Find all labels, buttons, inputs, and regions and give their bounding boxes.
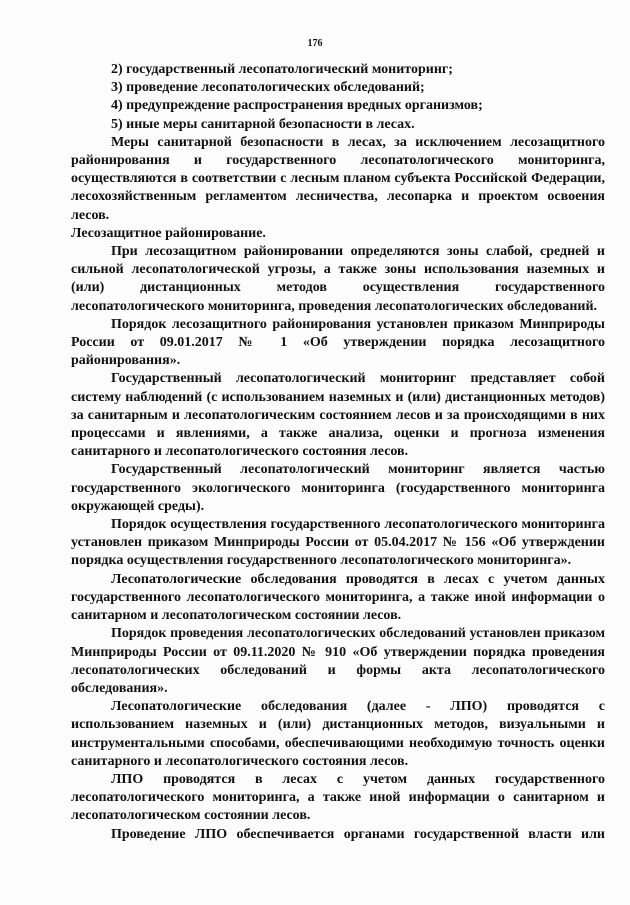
paragraph: 3) проведение лесопатологических обследований;	[111, 80, 425, 96]
paragraph: 4) предупреждение распространения вредных организмов;	[111, 98, 483, 114]
paragraph: Порядок лесозащитного районирования установлен приказом Минприроды России от 09.01.2017 № 1 «Об утверждении порядка лесозащитного районирования».	[71, 316, 605, 369]
paragraph: 5) иные меры санитарной безопасности в лесах.	[111, 116, 415, 132]
paragraph: Меры санитарной безопасности в лесах, за исключением лесозащитного районирования и государственного лесопатологического мониторинга, осуществляются в соответствии с лесным планом субъекта Российской Федерации, лесохозяйственным регламентом лесничества, лесопарка и проектом освоения лесов.	[71, 134, 605, 223]
paragraph: Государственный лесопатологический мониторинг является частью государственного экологического мониторинга (государственного мониторинга окружающей среды).	[71, 462, 605, 514]
paragraph: Государственный лесопатологический мониторинг представляет собой систему наблюдений (с использованием наземных и (или) дистанционных методов) за санитарным и лесопатологическим состоянием лесов и за происходящими в них процессами и явлениями, а также анализа, оценки и прогноза изменения санитарного и лесопатологического состояния лесов.	[71, 371, 605, 460]
paragraph: Порядок осуществления государственного лесопатологического мониторинга установлен приказом Минприроды России от 05.04.2017 № 156 «Об утверждении порядка осуществления государственного лесопатологического мониторинга».	[71, 517, 605, 569]
paragraph: ЛПО проводятся в лесах с учетом данных государственного лесопатологического мониторинга, а также иной информации о санитарном и лесопатологическом состоянии лесов.	[71, 771, 605, 824]
paragraph: Лесопатологические обследования проводятся в лесах с учетом данных государственного лесопатологического мониторинга, а также иной информации о санитарном и лесопатологическом состоянии лесов.	[71, 571, 605, 624]
page-number: 176	[307, 38, 323, 49]
paragraph: 2) государственный лесопатологический мониторинг;	[111, 62, 453, 77]
paragraph: Проведение ЛПО обеспечивается органами государственной власти или	[111, 826, 605, 842]
paragraph: Лесопатологические обследования (далее - ЛПО) проводятся с использованием наземных и (или) дистанционных методов, визуальными и инструментальными способами, обеспечивающими необходимую точность оценки санитарного и лесопатологического состояния лесов.	[71, 699, 605, 769]
paragraph: Порядок проведения лесопатологических обследований установлен приказом Минприроды России от 09.11.2020 № 910 «Об утверждении порядка проведения лесопатологических обследований и формы акта лесопатологического обследования».	[71, 626, 605, 696]
paragraph: При лесозащитном районировании определяются зоны слабой, средней и сильной лесопатологической угрозы, а также зоны использования наземных и (или) дистанционных методов осуществления государственного лесопатологического мониторинга, проведения лесопатологических обследований.	[71, 244, 605, 314]
document-body	[71, 61, 605, 844]
paragraph: Лесозащитное районирование.	[71, 225, 266, 241]
